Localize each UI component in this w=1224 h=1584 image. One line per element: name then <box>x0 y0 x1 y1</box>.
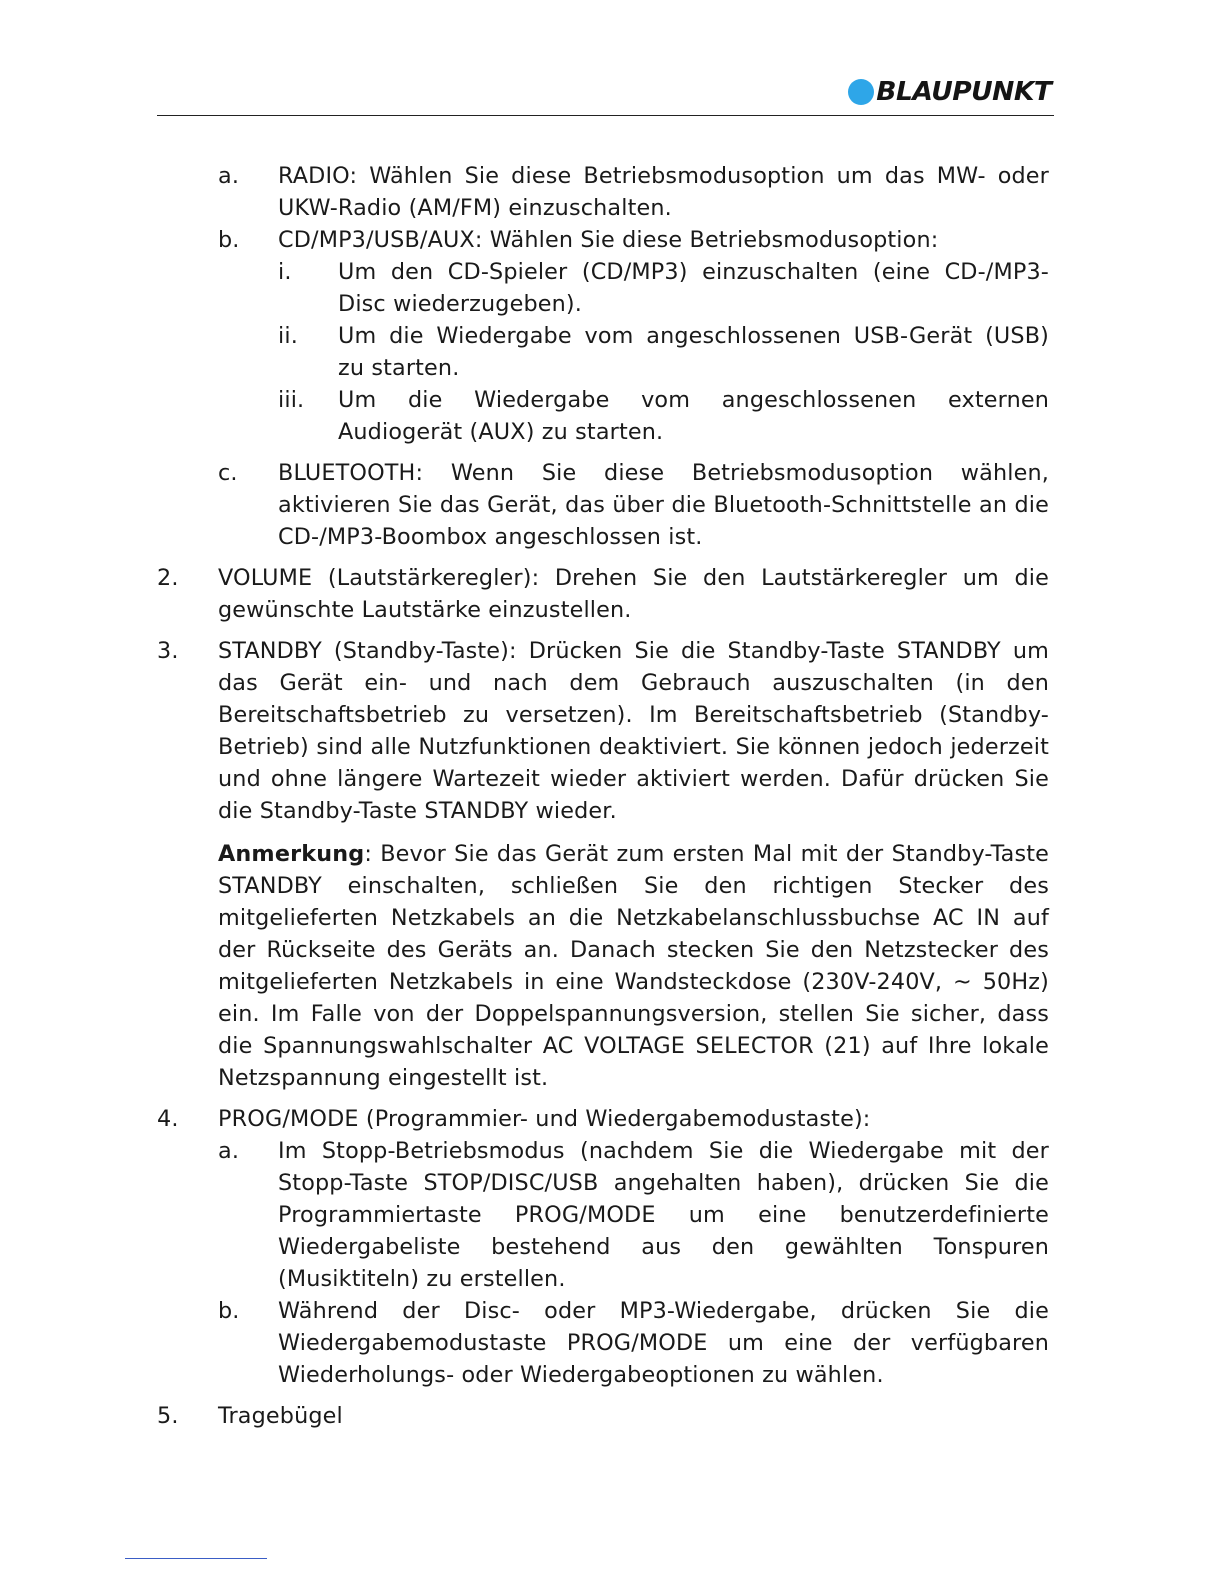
page-header <box>157 70 1054 116</box>
list-item-text: Um die Wiedergabe vom angeschlossenen USB-Gerät (USB) zu starten. <box>338 323 1049 381</box>
list-marker: 2. <box>157 565 179 591</box>
list-marker: 3. <box>157 638 179 664</box>
list-item <box>278 256 1049 320</box>
note-paragraph <box>157 838 1049 1094</box>
item1-subitems <box>157 160 1049 553</box>
note-text: : Bevor Sie das Gerät zum ersten Mal mit der Standby-Taste STANDBY einschalten, schließen Sie den richtigen Stecker des mitgelieferten Netzkabels an die Netzkabelanschlussbuchse AC IN auf der Rückseite des Geräts an. Danach stecken Sie den Netzstecker des mitgelieferten Netzkabels in eine Wandsteckdose (230V-240V, ~ 50Hz) ein. Im Falle von der Doppelspannungsversion, stellen Sie sicher, dass die Spannungswahlschalter AC VOLTAGE SELECTOR (21) auf Ihre lokale Netzspannung eingestellt ist. <box>218 841 1049 1091</box>
list-item-text: Tragebügel <box>218 1403 343 1429</box>
list-marker: b. <box>218 1298 240 1324</box>
list-item <box>218 457 1049 553</box>
brand-name: BLAUPUNKT <box>876 77 1052 107</box>
list-marker: a. <box>218 163 240 189</box>
list-item <box>218 224 1049 448</box>
list-marker: a. <box>218 1138 240 1164</box>
list-item-text: RADIO: Wählen Sie diese Betriebsmodusoption um das MW- oder UKW-Radio (AM/FM) einzuschalten. <box>278 163 1049 221</box>
list-marker: ii. <box>278 323 298 349</box>
list-item-text: BLUETOOTH: Wenn Sie diese Betriebsmodusoption wählen, aktivieren Sie das Gerät, das über die Bluetooth-Schnittstelle an die CD-/MP3-Boombox angeschlossen ist. <box>278 460 1049 550</box>
list-item-text: Um die Wiedergabe vom angeschlossenen externen Audiogerät (AUX) zu starten. <box>338 387 1049 445</box>
list-item <box>218 160 1049 224</box>
list-marker: c. <box>218 460 238 486</box>
list-item-standby <box>157 635 1049 827</box>
list-item-text: Im Stopp-Betriebsmodus (nachdem Sie die Wiedergabe mit der Stopp-Taste STOP/DISC/USB angehalten haben), drücken Sie die Programmiertaste PROG/MODE um eine benutzerdefinierte Wiedergabeliste bestehend aus den gewählten Tonspuren (Musiktiteln) zu erstellen. <box>278 1138 1049 1292</box>
list-item <box>218 1135 1049 1295</box>
list-item-volume <box>157 562 1049 626</box>
brand-dot-icon <box>848 79 874 105</box>
list-item-handle <box>157 1400 1049 1432</box>
manual-content <box>157 160 1049 1432</box>
list-item-text: STANDBY (Standby-Taste): Drücken Sie die Standby-Taste STANDBY um das Gerät ein- und nach dem Gebrauch auszuschalten (in den Bereitschaftsbetrieb zu versetzen). Im Bereitschaftsbetrieb (Standby-Betrieb) sind alle Nutzfunktionen deaktiviert. Sie können jedoch jederzeit und ohne längere Wartezeit wieder aktiviert werden. Dafür drücken Sie die Standby-Taste STANDBY wieder. <box>218 638 1049 824</box>
list-item <box>278 320 1049 384</box>
list-marker: 5. <box>157 1403 179 1429</box>
list-item-text: Während der Disc- oder MP3-Wiedergabe, drücken Sie die Wiedergabemodustaste PROG/MODE um eine der verfügbaren Wiederholungs- oder Wiedergabeoptionen zu wählen. <box>278 1298 1049 1388</box>
list-item-text: Um den CD-Spieler (CD/MP3) einzuschalten (eine CD-/MP3-Disc wiederzugeben). <box>338 259 1049 317</box>
list-item-text: VOLUME (Lautstärkeregler): Drehen Sie den Lautstärkeregler um die gewünschte Lautstärke einzustellen. <box>218 565 1049 623</box>
list-item <box>278 384 1049 448</box>
list-marker: 4. <box>157 1106 179 1132</box>
list-item-prog-mode <box>157 1103 1049 1391</box>
list-item <box>218 1295 1049 1391</box>
footer-divider <box>125 1558 267 1559</box>
brand-logo <box>848 77 1050 107</box>
list-item-text: CD/MP3/USB/AUX: Wählen Sie diese Betriebsmodusoption: <box>278 227 939 253</box>
note-label: Anmerkung <box>218 841 365 867</box>
list-marker: i. <box>278 259 292 285</box>
list-marker: b. <box>218 227 240 253</box>
list-marker: iii. <box>278 387 305 413</box>
list-item-text: PROG/MODE (Programmier- und Wiedergabemodustaste): <box>218 1106 871 1132</box>
